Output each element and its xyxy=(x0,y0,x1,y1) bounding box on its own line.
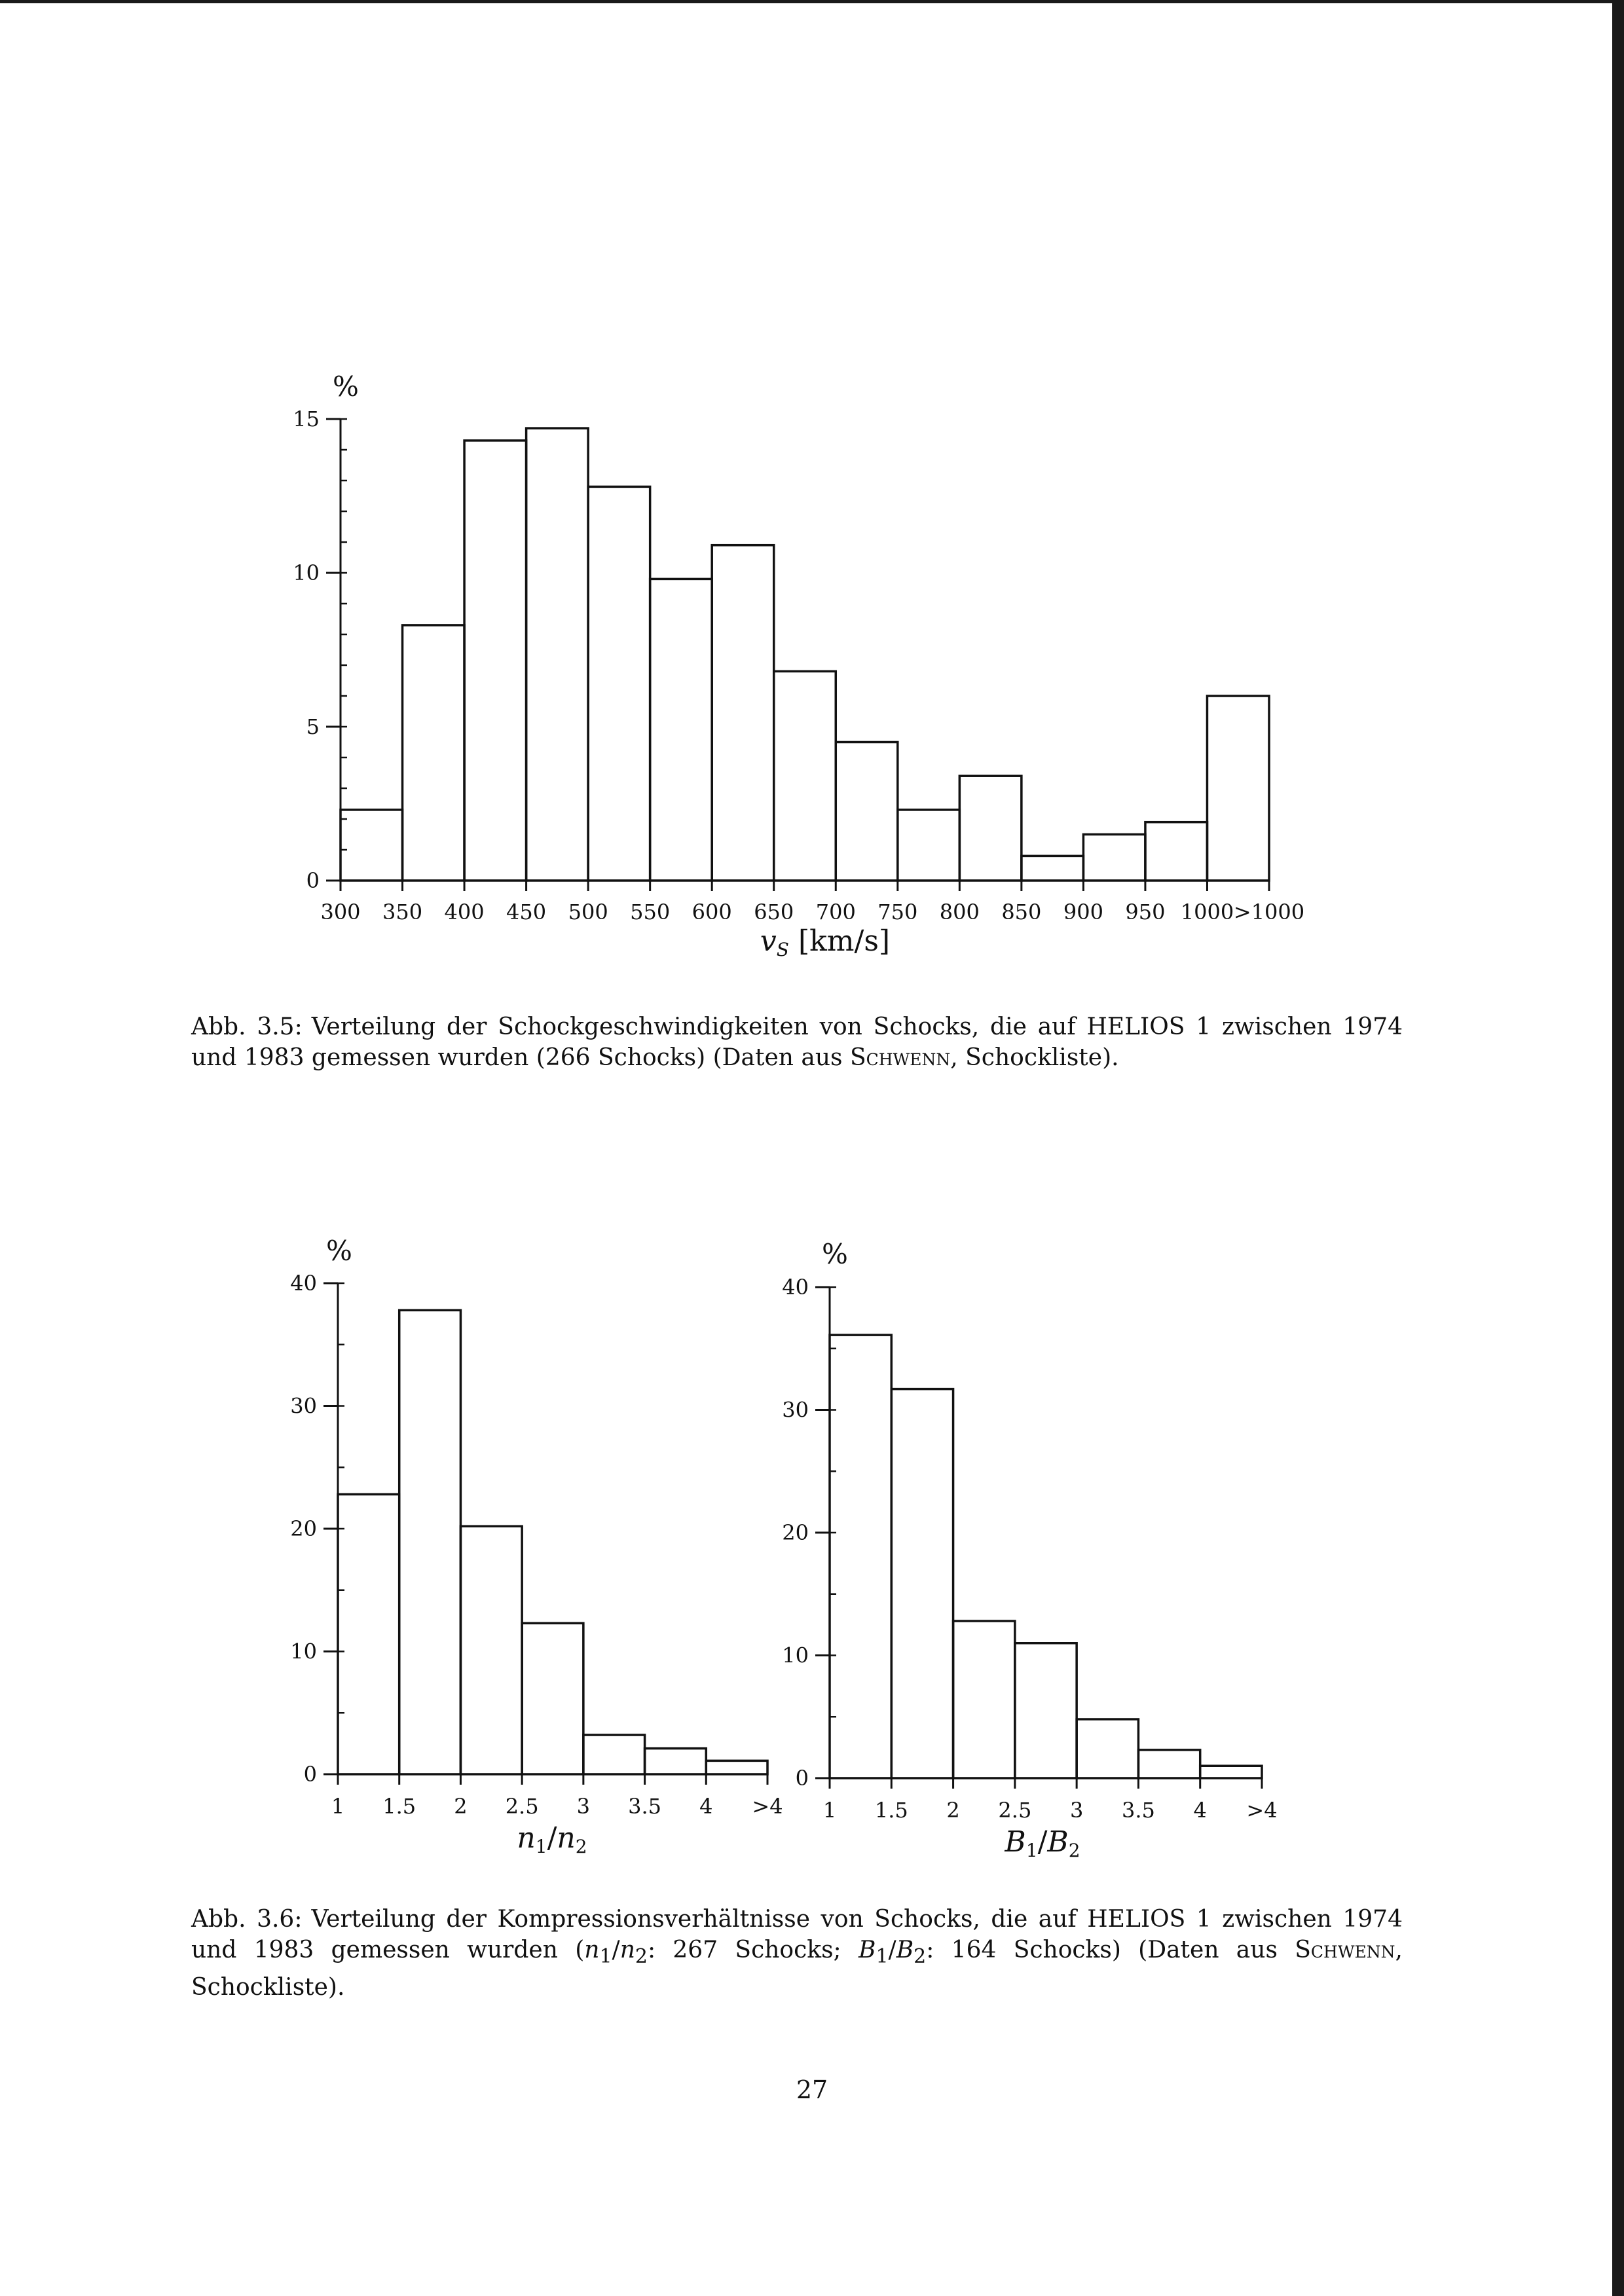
x-tick-label: 2 xyxy=(454,1794,468,1819)
histogram-bar xyxy=(1015,1643,1077,1778)
x-tick-label: 350 xyxy=(382,900,423,924)
x-axis-label: B1/B2 xyxy=(1005,1825,1080,1861)
caption-sub: 2 xyxy=(913,1945,927,1969)
x-tick-label: 900 xyxy=(1063,900,1103,924)
caption-text-end: , Schockliste). xyxy=(191,1937,1403,2001)
y-tick-label: 30 xyxy=(782,1397,809,1423)
y-tick-label: 0 xyxy=(303,1762,317,1787)
histogram-bar xyxy=(830,1335,891,1778)
x-tick-label: 2 xyxy=(946,1798,960,1823)
histogram-bar xyxy=(953,1621,1015,1778)
caption-count: : 164 Schocks) (Daten aus xyxy=(926,1937,1295,1963)
histogram-bar xyxy=(1200,1766,1262,1778)
x-tick-label: 850 xyxy=(1001,900,1042,924)
y-tick-label: 10 xyxy=(293,560,320,585)
caption-label: Abb. 3.5: xyxy=(191,1013,303,1040)
x-tick-label: 950 xyxy=(1125,900,1166,924)
y-axis-label: % xyxy=(822,1238,848,1270)
x-tick-label: 1 xyxy=(331,1794,345,1819)
x-tick-label: 3.5 xyxy=(628,1794,662,1819)
y-tick-label: 30 xyxy=(290,1393,317,1419)
x-tick-label: 650 xyxy=(754,900,794,924)
y-tick-label: 40 xyxy=(290,1271,317,1296)
x-tick-label: 1 xyxy=(822,1798,837,1823)
x-tick-label: 1.5 xyxy=(874,1798,908,1823)
x-tick-label: >4 xyxy=(1246,1798,1278,1823)
caption-author: Schwenn xyxy=(849,1044,951,1071)
y-axis-label: % xyxy=(333,371,359,403)
x-tick-label: >1000 xyxy=(1233,900,1305,924)
x-tick-label: 2.5 xyxy=(505,1794,539,1819)
x-tick-label: 1000 xyxy=(1180,900,1234,924)
y-tick-label: 40 xyxy=(782,1275,809,1300)
x-axis-label: n1/n2 xyxy=(517,1821,587,1857)
caption-sub: 2 xyxy=(635,1945,648,1969)
x-tick-label: 500 xyxy=(568,900,608,924)
histogram-bar xyxy=(1138,1750,1200,1778)
x-tick-label: 550 xyxy=(630,900,671,924)
y-tick-label: 15 xyxy=(293,407,320,431)
y-tick-label: 20 xyxy=(782,1520,809,1545)
page-number: 27 xyxy=(796,2075,828,2104)
x-tick-label: 700 xyxy=(815,900,856,924)
x-tick-label: 3 xyxy=(576,1794,591,1819)
y-tick-label: 5 xyxy=(306,714,320,739)
y-tick-label: 10 xyxy=(290,1639,317,1664)
x-tick-label: 3 xyxy=(1069,1798,1084,1823)
y-axis-label: % xyxy=(326,1235,352,1267)
caption-var: n xyxy=(584,1937,600,1963)
x-tick-label: 600 xyxy=(692,900,732,924)
x-tick-label: 1.5 xyxy=(382,1794,416,1819)
caption-text-end: , Schockliste). xyxy=(950,1044,1119,1071)
caption-count: : 267 Schocks; xyxy=(647,1937,858,1963)
x-tick-label: 450 xyxy=(506,900,547,924)
x-tick-label: >4 xyxy=(752,1794,783,1819)
histogram-bar xyxy=(891,1389,953,1778)
y-tick-label: 10 xyxy=(782,1643,809,1668)
figure-caption-3-6: Abb. 3.6: Verteilung der Kompressionsverhältnisse von Schocks, die auf HELIOS 1 zwischen 1974 und 1983 gemessen wurden ($n_1/n_2$: 267 Schocks; $B_1/B_2$: 164 Schocks) (Daten aus Schwenn, Schockliste). xyxy=(191,1906,1403,2001)
caption-var: B xyxy=(858,1937,876,1963)
x-tick-label: 750 xyxy=(877,900,918,924)
x-tick-label: 800 xyxy=(939,900,980,924)
caption-sub: 1 xyxy=(876,1945,889,1969)
y-tick-label: 0 xyxy=(306,868,320,893)
caption-var: B xyxy=(896,1937,914,1963)
y-tick-label: 20 xyxy=(290,1516,317,1541)
x-tick-label: 4 xyxy=(699,1794,713,1819)
caption-text: Verteilung der Schockgeschwindigkeiten von Schocks, die auf HELIOS 1 zwischen 1974 und 1983 gemessen wurden (266 Schocks) (Daten aus xyxy=(191,1013,1403,1071)
x-tick-label: 400 xyxy=(444,900,485,924)
x-axis-label: vS [km/s] xyxy=(760,924,891,960)
x-tick-label: 3.5 xyxy=(1121,1798,1155,1823)
caption-author: Schwenn xyxy=(1295,1937,1395,1963)
caption-var: n xyxy=(619,1937,635,1963)
x-tick-label: 2.5 xyxy=(998,1798,1032,1823)
histogram-bar xyxy=(1077,1719,1138,1778)
caption-text: Verteilung der Kompressionsverhältnisse von Schocks, die auf HELIOS 1 zwischen 1974 und 1983 gemessen wurden ( xyxy=(191,1906,1403,1963)
y-tick-label: 0 xyxy=(795,1766,809,1791)
caption-label: Abb. 3.6: xyxy=(191,1906,303,1933)
caption-sub: 1 xyxy=(599,1945,612,1969)
x-tick-label: 4 xyxy=(1193,1798,1207,1823)
x-tick-label: 300 xyxy=(320,900,361,924)
